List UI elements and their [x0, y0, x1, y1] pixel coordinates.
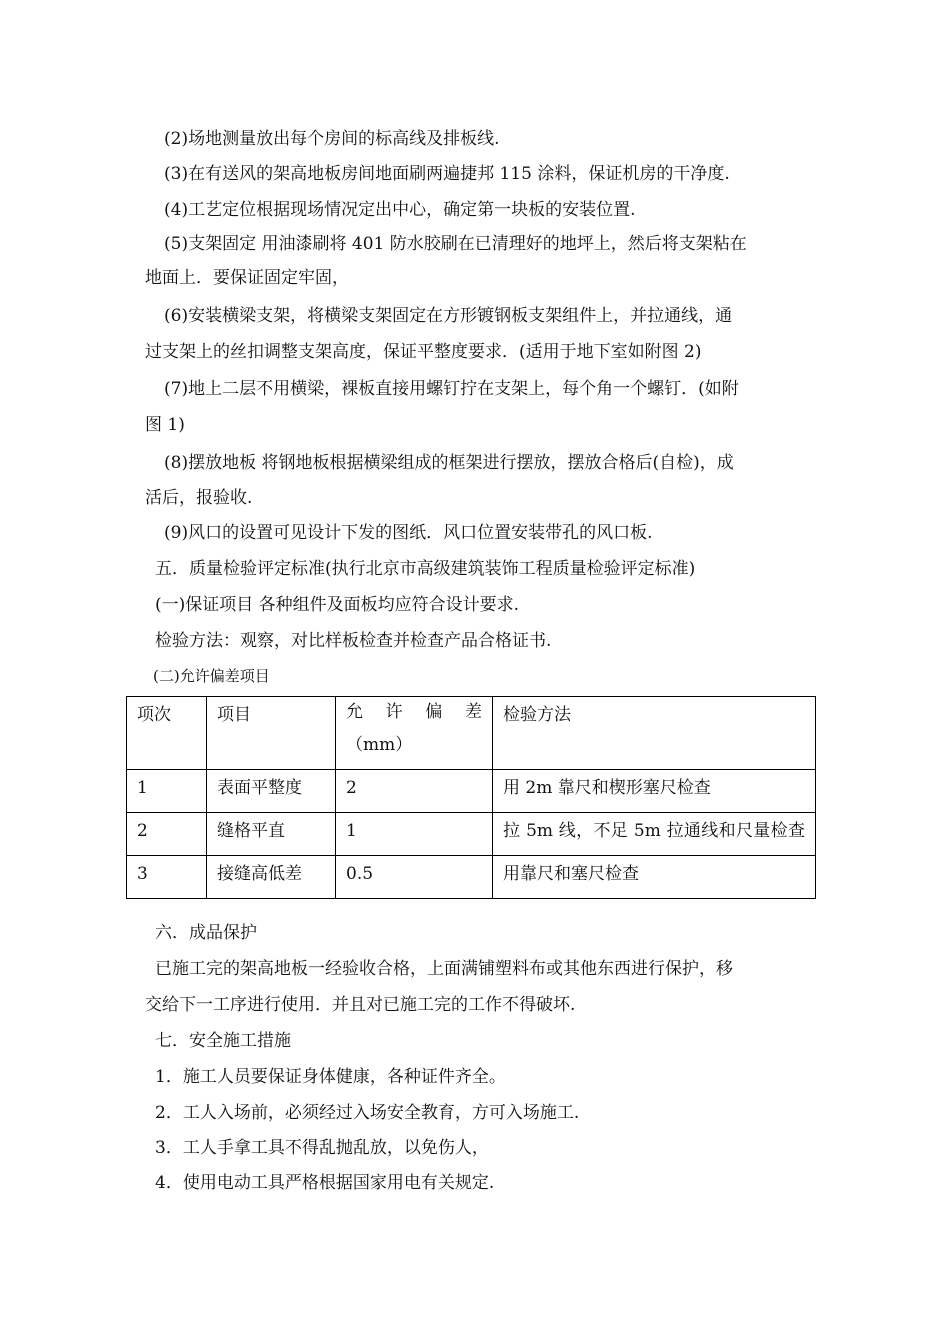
table-row [127, 770, 816, 813]
table-row [127, 856, 816, 899]
step-8-text-line1: (8)摆放地板 将钢地板根据横梁组成的框架进行摆放，摆放合格后(自检)，成 [164, 453, 734, 473]
row-item: 表面平整度 [207, 770, 336, 813]
header-tolerance-unit: （mm） [346, 735, 413, 755]
step-7-text-line2: 图 1) [145, 415, 185, 435]
header-tolerance [336, 697, 493, 770]
section-5-heading: 五．质量检验评定标准(执行北京市高级建筑装饰工程质量检验评定标准) [155, 559, 696, 579]
allowed-deviation-table [126, 696, 816, 899]
header-no: 项次 [127, 697, 207, 770]
step-5-text-line2: 地面上．要保证固定牢固， [145, 268, 349, 288]
row-no: 1 [127, 770, 207, 813]
step-5-text-line1: (5)支架固定 用油漆刷将 401 防水胶刷在已清理好的地坪上，然后将支架粘在 [164, 234, 747, 254]
step-8-text-line2: 活后，报验收. [145, 488, 253, 508]
row-tolerance: 2 [336, 770, 493, 813]
row-no: 3 [127, 856, 207, 899]
section-7-heading: 七．安全施工措施 [155, 1031, 291, 1051]
step-6-text-line1: (6)安装横梁支架，将横梁支架固定在方形镀钢板支架组件上，并拉通线，通 [164, 306, 733, 326]
step-7-text-line1: (7)地上二层不用横梁，裸板直接用螺钉拧在支架上，每个角一个螺钉．(如附 [164, 379, 739, 399]
section-6-heading: 六．成品保护 [155, 923, 257, 943]
guarantee-items-text: (一)保证项目 各种组件及面板均应符合设计要求. [155, 595, 520, 615]
row-item: 缝格平直 [207, 813, 336, 856]
section-6-body-line1: 已施工完的架高地板一经验收合格，上面满铺塑料布或其他东西进行保护，移 [155, 959, 733, 979]
table-row [127, 813, 816, 856]
row-tolerance: 1 [336, 813, 493, 856]
section-6-body-line2: 交给下一工序进行使用．并且对已施工完的工作不得破坏. [145, 995, 576, 1015]
row-no: 2 [127, 813, 207, 856]
step-9-text: (9)风口的设置可见设计下发的图纸．风口位置安装带孔的风口板. [164, 523, 653, 543]
row-method: 用靠尺和塞尺检查 [493, 856, 816, 899]
list-item: 2．工人入场前，必须经过入场安全教育，方可入场施工. [155, 1103, 580, 1123]
row-tolerance: 0.5 [336, 856, 493, 899]
inspection-method-text: 检验方法：观察，对比样板检查并检查产品合格证书. [155, 631, 552, 651]
list-item: 4．使用电动工具严格根据国家用电有关规定. [155, 1173, 495, 1193]
row-method: 拉 5m 线，不足 5m 拉通线和尺量检查 [493, 813, 816, 856]
allowed-deviation-title: (二)允许偏差项目 [153, 667, 270, 685]
row-method: 用 2m 靠尺和楔形塞尺检查 [493, 770, 816, 813]
header-method: 检验方法 [493, 697, 816, 770]
step-3-text: (3)在有送风的架高地板房间地面刷两遍捷邦 115 涂料，保证机房的干净度. [164, 164, 730, 184]
header-item: 项目 [207, 697, 336, 770]
step-2-text: (2)场地测量放出每个房间的标高线及排板线. [164, 129, 500, 149]
table-header-row [127, 697, 816, 770]
list-item: 1．施工人员要保证身体健康，各种证件齐全。 [155, 1067, 506, 1087]
list-item: 3．工人手拿工具不得乱抛乱放，以免伤人， [155, 1138, 489, 1158]
step-4-text: (4)工艺定位根据现场情况定出中心，确定第一块板的安装位置. [164, 200, 636, 220]
header-tolerance-label: 允许偏差 [346, 702, 482, 722]
step-6-text-line2: 过支架上的丝扣调整支架高度，保证平整度要求．(适用于地下室如附图 2) [145, 342, 702, 362]
row-item: 接缝高低差 [207, 856, 336, 899]
